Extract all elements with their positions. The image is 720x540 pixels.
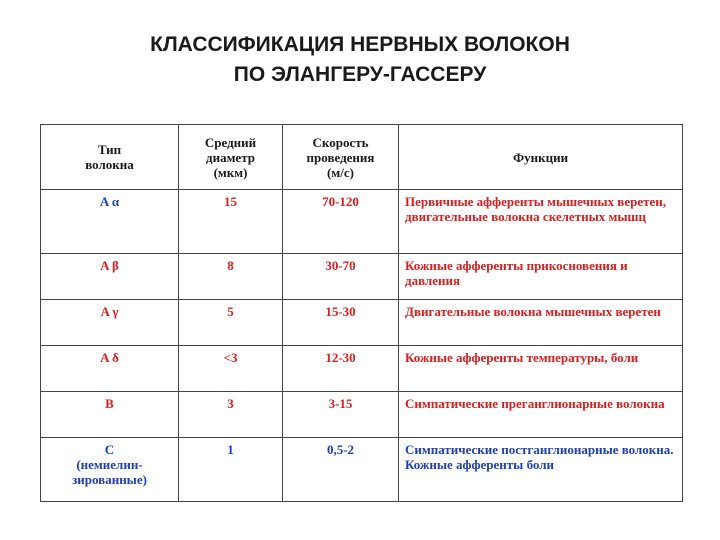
fiber-type-cell: A α <box>41 190 179 254</box>
fiber-type-cell: C (немиелин- зированные) <box>41 438 179 502</box>
header-row <box>41 125 683 190</box>
speed-cell: 70-120 <box>283 190 399 254</box>
fiber-type-cell: A β <box>41 254 179 300</box>
speed-cell: 30-70 <box>283 254 399 300</box>
function-cell: Кожные афференты прикосновения и давления <box>399 254 683 300</box>
fiber-type-cell: A δ <box>41 346 179 392</box>
table-row <box>41 392 683 438</box>
diameter-cell: 5 <box>179 300 283 346</box>
fiber-type-cell: B <box>41 392 179 438</box>
header-speed: Скорость проведения (м/с) <box>283 125 399 190</box>
fiber-type-cell: A γ <box>41 300 179 346</box>
header-functions: Функции <box>399 125 683 190</box>
table-row <box>41 190 683 254</box>
function-cell: Двигательные волокна мышечных веретен <box>399 300 683 346</box>
header-diameter: Средний диаметр (мкм) <box>179 125 283 190</box>
table-row <box>41 300 683 346</box>
function-cell: Симпатические преганглионарные волокна <box>399 392 683 438</box>
table-row <box>41 346 683 392</box>
table-row <box>41 254 683 300</box>
title-line-2: ПО ЭЛАНГЕРУ-ГАССЕРУ <box>233 63 487 86</box>
diameter-cell: 3 <box>179 392 283 438</box>
function-cell: Кожные афференты температуры, боли <box>399 346 683 392</box>
diameter-cell: 8 <box>179 254 283 300</box>
speed-cell: 15-30 <box>283 300 399 346</box>
speed-cell: 3-15 <box>283 392 399 438</box>
speed-cell: 12-30 <box>283 346 399 392</box>
function-cell: Первичные афференты мышечных веретен, двигательные волокна скелетных мышц <box>399 190 683 254</box>
table-row <box>41 438 683 502</box>
speed-cell: 0,5-2 <box>283 438 399 502</box>
diameter-cell: <3 <box>179 346 283 392</box>
diameter-cell: 1 <box>179 438 283 502</box>
diameter-cell: 15 <box>179 190 283 254</box>
function-cell: Симпатические постганглионарные волокна. Кожные афференты боли <box>399 438 683 502</box>
title-line-1: КЛАССИФИКАЦИЯ НЕРВНЫХ ВОЛОКОН <box>150 33 570 56</box>
header-fiber-type: Тип волокна <box>41 125 179 190</box>
classification-table <box>40 124 683 502</box>
page-title <box>0 30 720 90</box>
